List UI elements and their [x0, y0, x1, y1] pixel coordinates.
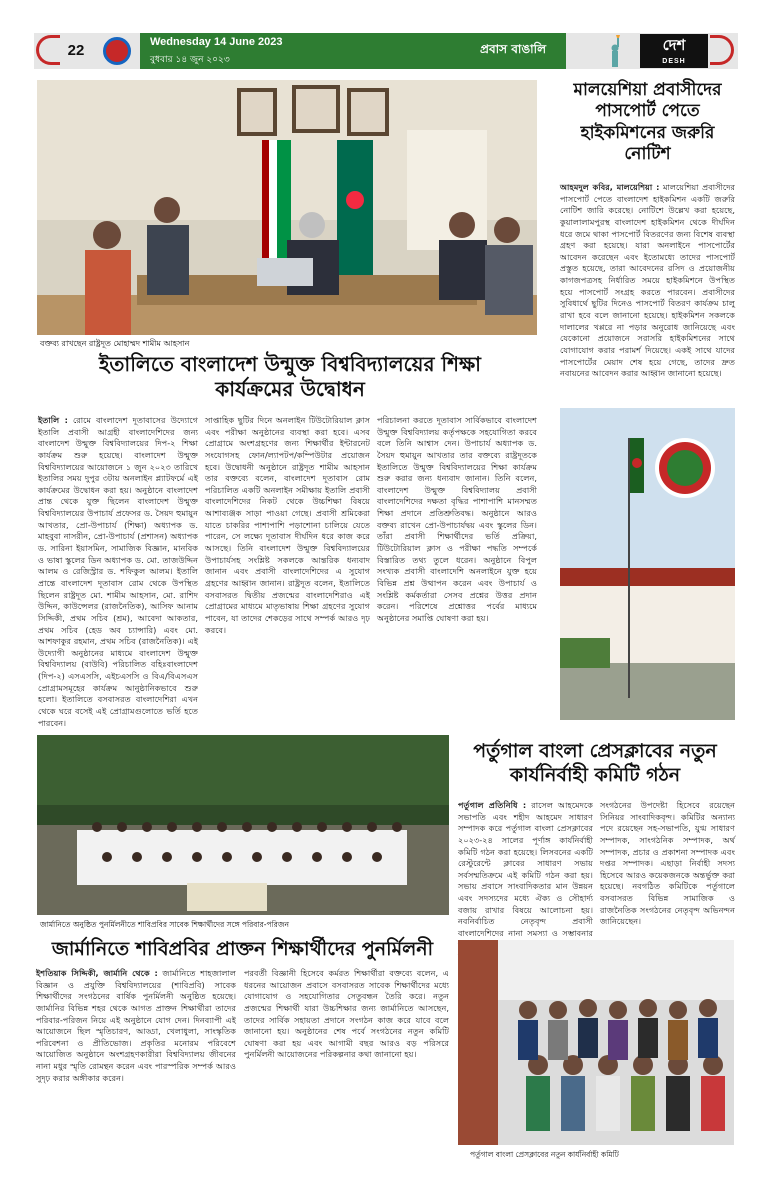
malaysia-byline: আহমদুল কবির, মালয়েশিয়া :: [560, 182, 660, 192]
germany-headline: জার্মানিতে শাবিপ্রবির প্রাক্তন শিক্ষার্থীদের পুনর্মিলনী: [51, 938, 434, 960]
germany-col1-text: জার্মানিতে শাহজালাল বিজ্ঞান ও প্রযুক্তি বিশ্ববিদ্যালয়ের (শাবিপ্রবি) সাবেক শিক্ষার্থীদের সংগঠনের বার্ষিক পুনর্মিলনী অনুষ্ঠিত হয়েছে। জার্মানির বিভিন্ন শহর থেকে আগত প্রাক্তন শিক্ষার্থীরা তাদের পরিবার-পরিজন নিয়ে এই অনুষ্ঠানে যোগ দেন। দিনব্যাপী এই আয়োজনে ছিল স্মৃতিচারণ, আড্ডা, খেলাধুলা, সাংস্কৃতিক পরিবেশনা ও প্রীতিভোজ। প্রকৃতির মনোরম পরিবেশে আয়োজিত অনুষ্ঠানে অংশগ্রহণকারীরা বিশ্ববিদ্যালয় জীবনের নানা মধুর স্মৃতি রোমন্থন করেন এবং পারস্পরিক সম্পর্ক আরও সুদৃঢ় করার অঙ্গীকার করেন।: [36, 968, 237, 1083]
italy-meeting-photo: [37, 80, 537, 335]
portugal-byline: পর্তুগাল প্রতিনিধি :: [458, 800, 527, 810]
portugal-body-col1: [458, 800, 593, 939]
brand-main: দেশ: [662, 37, 686, 54]
high-commission-photo: [560, 408, 735, 720]
meeting-scene: [37, 80, 537, 335]
germany-byline: ইশতিয়াক সিদ্দিকী, জার্মানি থেকে :: [36, 968, 158, 978]
portugal-body-col2: সংগঠনের উপদেষ্টা হিসেবে রয়েছেন সিনিয়র সাংবাদিকবৃন্দ। কমিটির অন্যান্য পদে রয়েছেন সহ-সভাপতি, যুগ্ম সাধারণ সম্পাদক, সাংগঠনিক সম্পাদক, অর্থ সম্পাদক, প্রচার ও প্রকাশনা সম্পাদক এবং দপ্তর সম্পাদক। এছাড়া নির্বাহী সদস্য হিসেবে আরও কয়েকজনকে অন্তর্ভুক্ত করা হয়েছে। নবগঠিত কমিটিকে পর্তুগালে বসবাসরত বিভিন্ন সামাজিক ও রাজনৈতিক সংগঠনের নেতৃবৃন্দ অভিনন্দন জানিয়েছেন।: [600, 800, 735, 927]
italy-body-col2: সাপ্তাহিক ছুটির দিনে অনলাইন টিউটোরিয়াল ক্লাস এবং পরীক্ষা অনুষ্ঠানের ব্যবস্থা করা হবে। এসব প্রোগ্রামে অংশগ্রহণের জন্য শিক্ষার্থীর ইন্টারনেট সংযোগসহ ফোন/ল্যাপটপ/কম্পিউটার প্রয়োজন হবে। উদ্বোধনী অনুষ্ঠানে রাষ্ট্রদূত শামীম আহসান তার বক্তব্যে বলেন, বাংলাদেশ দূতাবাস রোম পরিচালিত একটি অনলাইন সমীক্ষায় ইতালি প্রবাসী বাংলাদেশিদের নিকট থেকে উচ্চশিক্ষা বিষয়ে আশাব্যঞ্জক সাড়া পাওয়া গেছে। প্রবাসী শ্রমিকেরা যাতে চাকরির পাশাপাশি পড়াশোনা চালিয়ে যেতে পারেন, সে লক্ষ্যে দূতাবাস দীর্ঘদিন ধরে কাজ করে আসছে। তিনি বাংলাদেশ উন্মুক্ত বিশ্ববিদ্যালয়ের উপাচার্যসহ সংশ্লিষ্ট সকলকে আন্তরিক ধন্যবাদ জানান এবং প্রবাসী বাংলাদেশিদের এ সুযোগ গ্রহণের আহ্বান জানান। রাষ্ট্রদূত বলেন, ইতালিতে বসবাসরত দ্বিতীয় প্রজন্মের বাংলাদেশিরাও এই প্রোগ্রামের মাধ্যমে মাতৃভাষায় শিক্ষা গ্রহণের সুযোগ পাবেন, যা তাদের শেকড়ের সাথে সম্পর্ক আরও দৃঢ় করবে।: [205, 415, 370, 635]
statue-of-liberty-icon: [605, 35, 625, 67]
press-club-group-photo: [458, 940, 734, 1145]
reunion-scene: [37, 735, 449, 915]
group-scene: [458, 940, 734, 1145]
malaysia-text: মালয়েশিয়া প্রবাসীদের পাসপোর্ট পেতে বাংলাদেশ হাইকমিশন একটি জরুরি নোটিশ জারি করেছে। নোটিশে উল্লেখ করা হয়েছে, কুয়ালালামপুরস্থ বাংলাদেশ হাইকমিশন থেকে দীর্ঘদিন ধরে জমে থাকা পাসপোর্ট বিতরণের জন্য বিশেষ ব্যবস্থা গ্রহণ করা হয়েছে। যারা অনলাইনে পাসপোর্টের আবেদন করেছেন এবং ইতোমধ্যে তাদের পাসপোর্ট প্রস্তুত হয়েছে, তারা আবেদনের রসিদ ও প্রয়োজনীয় কাগজপত্রসহ নির্ধারিত সময়ে হাইকমিশনে উপস্থিত হয়ে পাসপোর্ট সংগ্রহ করতে পারবেন। প্রবাসীদের সুবিধার্থে ছুটির দিনেও পাসপোর্ট বিতরণ কার্যক্রম চালু রাখা হবে বলে জানানো হয়েছে। হাইকমিশন সকলকে দালালের খপ্পরে না পড়ার অনুরোধ জানিয়েছে এবং যেকোনো প্রয়োজনে সরাসরি হাইকমিশনের সাথে যোগাযোগ করার পরামর্শ দিয়েছে। একই সাথে যাদের পাসপোর্টের মেয়াদ শেষ হয়ে গেছে, তাদের দ্রুত নবায়নের আবেদন করার আহ্বান জানানো হয়েছে।: [560, 182, 736, 379]
italy-col1-text: রোমে বাংলাদেশ দূতাবাসের উদ্যোগে ইতালি প্রবাসী আগ্রহী বাংলাদেশিদের জন্য বাংলাদেশ উন্মুক্ত বিশ্ববিদ্যালয়ের দিপ-২ শিক্ষা কার্যক্রম শুরু হয়েছে। বাংলাদেশ উন্মুক্ত বিশ্ববিদ্যালয়ের আয়োজনে ১ জুন ২০২৩ তারিখে ইতালির সময় দুপুর ৩টায় অনলাইন প্ল্যাটফর্মে এই কার্যক্রমের উদ্বোধন করা হয়। অনুষ্ঠানে বাংলাদেশ প্রান্ত থেকে যুক্ত ছিলেন বাংলাদেশ উন্মুক্ত বিশ্ববিদ্যালয়ের উপাচার্য প্রফেসর ড. সৈয়দ হুমায়ুন আখতার, প্রো-উপাচার্য (শিক্ষা) অধ্যাপক ড. মাহবুবা নাসরীন, প্রো-উপাচার্য (প্রশাসন) অধ্যাপক ড. সারিনা ইয়াসমিন, সামাজিক বিজ্ঞান, মানবিক ও ভাষা স্কুলের ডিন অধ্যাপক ড. মো. তাজউদ্দিন আলম ও রেজিস্ট্রার ড. শফিকুল আলম। ইতালি প্রান্তে বাংলাদেশ দূতাবাস রোম থেকে উপস্থিত ছিলেন রাষ্ট্রদূত মো. শামীম আহসান, মো. রাশিদ উদ্দিন, কাউন্সেলর (রাজনৈতিক), আসিফ আনাম সিদ্দিকী, প্রথম সচিব (শ্রম), আবেদা আকতার, প্রথম সচিব (হেড অব চ্যান্সারি) এবং মো. আশফাকুর রহমান, প্রথম সচিব (রাজনৈতিক)। এই উদ্যোগী অনুষ্ঠানের মাধ্যমে বাংলাদেশ উন্মুক্ত বিশ্ববিদ্যালয় (বাউবি) পরিচালিত বহিঃবাংলাদেশ (দিপ-২) এসএসসি, এইচএসসি ও বিএ/বিএসএস প্রোগ্রামসমূহের কার্যক্রম আনুষ্ঠানিকভাবে শুরু হলো। ইতালিতে বসবাসরত বাংলাদেশিরা এখন থেকে ঘরে বসেই এই প্রোগ্রামগুলোতে ভর্তি হতে পারবেন।: [38, 415, 198, 728]
germany-photo-caption: জার্মানিতে অনুষ্ঠিত পুনর্মিলনীতে শাবিপ্রবির সাবেক শিক্ষার্থীদের সঙ্গে পরিবার-পরিজন: [40, 920, 290, 929]
page-number: 22: [67, 42, 85, 59]
italy-byline: ইতালি :: [38, 415, 68, 425]
section-title: প্রবাস বাঙালি: [480, 42, 547, 56]
brand-sub: DESH: [662, 58, 686, 65]
italy-body-col1: [38, 415, 198, 728]
germany-body-col2: পরবর্তী বিজ্ঞানী হিসেবে কর্মরত শিক্ষার্থীরা বক্তব্যে বলেন, এ ধরনের আয়োজন প্রবাসে বসবাসরত সাবেক শিক্ষার্থীদের মধ্যে যোগাযোগ ও সহযোগিতার সেতুবন্ধন তৈরি করে। নতুন প্রজন্মের শিক্ষার্থী যারা উচ্চশিক্ষার জন্য জার্মানিতে আসছেন, তাদের সার্বিক সহায়তা প্রদানে সংগঠন কাজ করে যাবে বলে জানানো হয়। অনুষ্ঠানের শেষ পর্বে সংগঠনের নতুন কমিটি ঘোষণা করা হয় এবং আগামী বছর আরও বড় পরিসরে পুনর্মিলনী আয়োজনের পরিকল্পনার কথা জানানো হয়।: [244, 968, 449, 1060]
brand-logo: [640, 34, 708, 68]
italy-body-col3: পরিচালনা করতে দূতাবাস সার্বিকভাবে বাংলাদেশ উন্মুক্ত বিশ্ববিদ্যালয় কর্তৃপক্ষকে সহযোগিতা করবে বলে তিনি আশ্বাস দেন। উপাচার্য অধ্যাপক ড. সৈয়দ হুমায়ুন আখতার তার বক্তব্যে রাষ্ট্রদূতকে ইতালিতে উন্মুক্ত বিশ্ববিদ্যালয়ের শিক্ষা কার্যক্রম শুরু করার জন্য ধন্যবাদ জানান। তিনি বলেন, বাংলাদেশ উন্মুক্ত বিশ্ববিদ্যালয় প্রবাসী বাংলাদেশিদের দক্ষতা বৃদ্ধির পাশাপাশি মানসম্মত শিক্ষা প্রদানে প্রতিশ্রুতিবদ্ধ। অনুষ্ঠানে আরও বক্তব্য রাখেন প্রো-উপাচার্যদ্বয় এবং স্কুলের ডিন। তাঁরা প্রবাসী শিক্ষার্থীদের ভর্তি প্রক্রিয়া, টিউটোরিয়াল ক্লাস ও পরীক্ষা পদ্ধতি সম্পর্কে বিস্তারিত তথ্য তুলে ধরেন। অনুষ্ঠানে বিপুল সংখ্যক প্রবাসী বাংলাদেশি অনলাইনে যুক্ত হয়ে বিভিন্ন প্রশ্ন উত্থাপন করেন এবং উপাচার্য ও সংশ্লিষ্ট কর্মকর্তারা সেসব প্রশ্নের উত্তর প্রদান করেন। পরিশেষে প্রশ্নোত্তর পর্বের মাধ্যমে অনুষ্ঠানের সমাপ্তি ঘোষণা করা হয়।: [377, 415, 537, 623]
group-photo-caption: পর্তুগাল বাংলা প্রেসক্লাবের নতুন কার্যনির্বাহী কমিটি: [470, 1150, 619, 1159]
masthead-logo-left: [36, 35, 60, 65]
germany-body-col1: [36, 968, 236, 1168]
building-scene: [560, 408, 735, 720]
malaysia-body: [560, 182, 735, 400]
date-english: Wednesday 14 June 2023: [150, 36, 283, 48]
germany-reunion-photo: [37, 735, 449, 915]
portugal-headline: পর্তুগাল বাংলা প্রেসক্লাবের নতুন কার্যনির্বাহী কমিটি গঠন: [473, 740, 717, 786]
portugal-col1-text: রাসেল আহমেদকে সভাপতি এবং শহীদ আহমেদ সাধারণ সম্পাদক করে পর্তুগাল বাংলা প্রেসক্লাবের ২০২৩-২৪ সালের পূর্ণাঙ্গ কার্যনির্বাহী কমিটি গঠন করা হয়েছে। লিসবনের একটি রেস্টুরেন্টে ক্লাবের সাধারণ সভায় সর্বসম্মতিক্রমে এই কমিটি গঠন করা হয়। সভায় প্রবাসে সাংবাদিকতার মান উন্নয়ন এবং সদস্যদের মধ্যে ঐক্য ও সৌহার্দ্য বজায় রাখার বিষয়ে আলোচনা হয়। নবনির্বাচিত নেতৃবৃন্দ প্রবাসী বাংলাদেশিদের নানা সমস্যা ও সম্ভাবনার: [458, 800, 593, 939]
masthead-emblem: [103, 37, 131, 65]
date-bangla: বুধবার ১৪ জুন ২০২৩: [150, 55, 230, 65]
italy-photo-caption: বক্তব্য রাখছেন রাষ্ট্রদূত মোহাম্মদ শামীম আহসান: [40, 339, 190, 348]
italy-headline: ইতালিতে বাংলাদেশ উন্মুক্ত বিশ্ববিদ্যালয়ের শিক্ষা কার্যক্রমের উদ্বোধন: [98, 352, 481, 401]
malaysia-headline: মালয়েশিয়া প্রবাসীদের পাসপোর্ট পেতে হাইকমিশনের জরুরি নোটিশ: [573, 80, 722, 164]
